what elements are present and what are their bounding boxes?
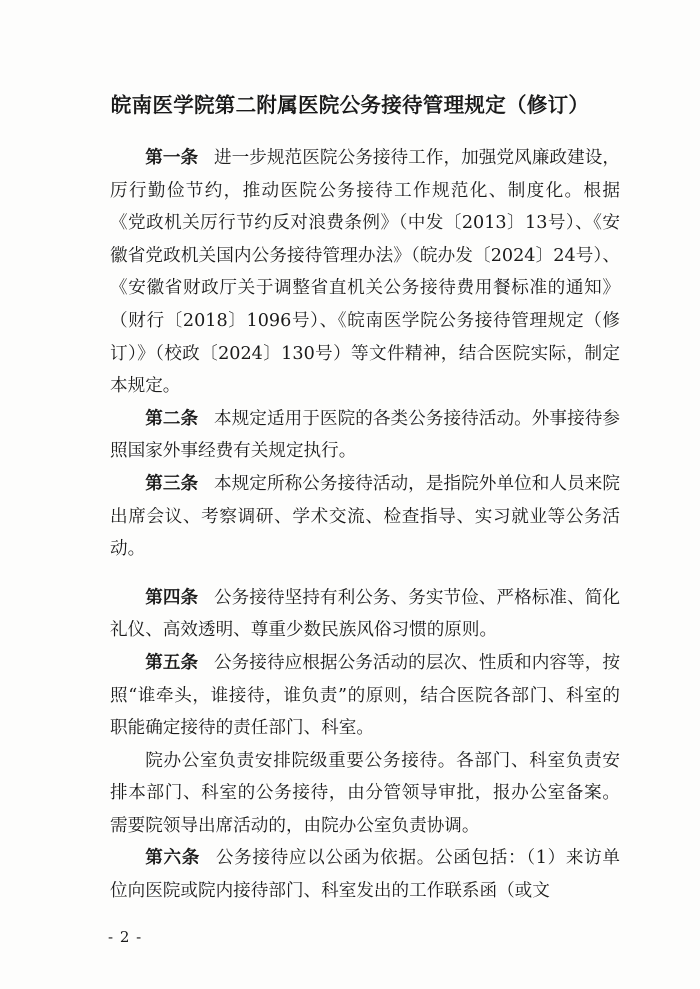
article-5-heading: 第五条 <box>145 651 199 673</box>
article-3-heading: 第三条 <box>145 472 199 494</box>
article-2-text: 本规定适用于医院的各类公务接待活动。外事接待参照国家外事经费有关规定执行。 <box>110 408 620 462</box>
article-2-heading: 第二条 <box>145 407 199 429</box>
article-1-heading: 第一条 <box>145 147 199 168</box>
article-1 <box>110 142 620 403</box>
article-2 <box>110 403 620 468</box>
document-body <box>110 142 620 908</box>
article-6 <box>110 842 620 907</box>
article-5-continued-text: 院办公室负责安排院级重要公务接待。各部门、科室负责安排本部门、科室的公务接待，由分管领导审批，报办公室备案。需要院领导出席活动的，由院办公室负责协调。 <box>110 750 620 836</box>
article-5-continued <box>110 745 620 843</box>
document-title: 皖南医学院第二附属医院公务接待管理规定（修订） <box>110 93 590 117</box>
article-6-text: 公务接待应以公函为依据。公函包括：（1）来访单位向医院或院内接待部门、科室发出的工作联系函（或文 <box>110 848 620 902</box>
article-6-heading: 第六条 <box>145 847 200 869</box>
article-3-text: 本规定所称公务接待活动，是指院外单位和人员来院出席会议、考察调研、学术交流、检查指导、实习就业等公务活动。 <box>110 473 620 560</box>
article-1-text: 进一步规范医院公务接待工作，加强党风廉政建设，厉行勤俭节约，推动医院公务接待工作规范化、制度化。根据《党政机关厉行节约反对浪费条例》（中发〔2013〕13号）、《安徽省党政机关国内公务接待管理办法》（皖办发〔2024〕24号）、《安徽省财政厅关于调整省直机关公务接待费用餐标准的通知》（财行〔2018〕1096号）、《皖南医学院公务接待管理规定（修订）》（校政〔2024〕130号）等文件精神，结合医院实际，制定本规定。 <box>110 148 620 397</box>
article-4-text: 公务接待坚持有利公务、务实节俭、严格标准、简化礼仪、高效透明、尊重少数民族风俗习惯的原则。 <box>110 587 620 641</box>
article-5-text: 公务接待应根据公务活动的层次、性质和内容等，按照“谁牵头，谁接待，谁负责”的原则，结合医院各部门、科室的职能确定接待的责任部门、科室。 <box>110 652 620 739</box>
article-3 <box>110 468 620 566</box>
article-4 <box>110 582 620 647</box>
article-5 <box>110 647 620 745</box>
article-4-heading: 第四条 <box>145 586 199 608</box>
page-number: - 2 - <box>108 928 143 946</box>
